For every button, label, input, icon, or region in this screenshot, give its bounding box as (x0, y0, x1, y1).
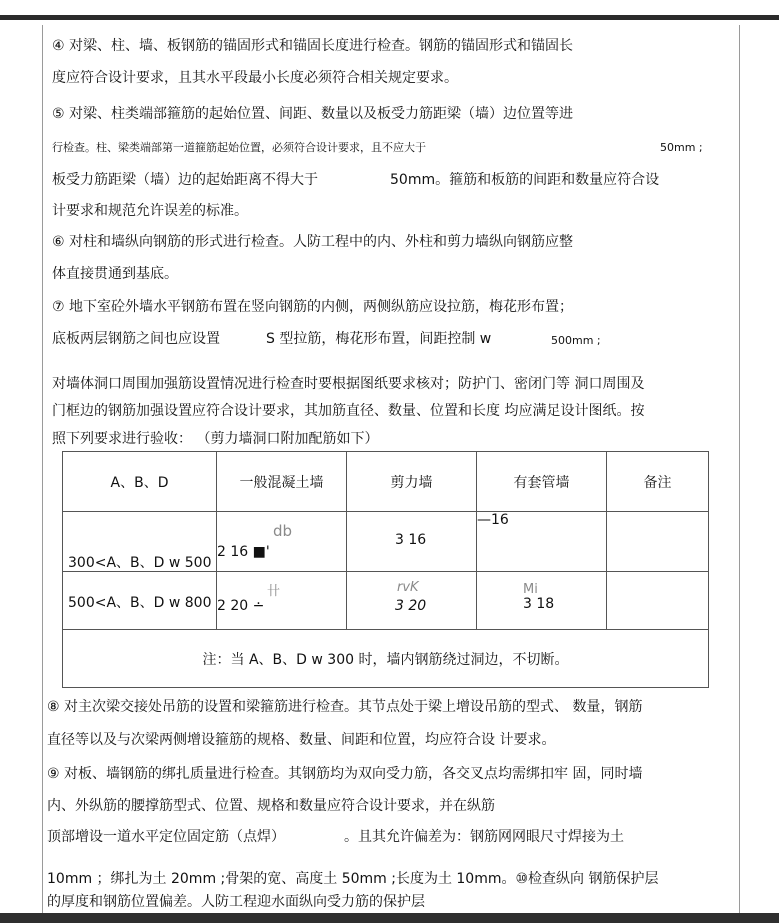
paragraph-7-line-1: ⑦ 地下室砼外墙水平钢筋布置在竖向钢筋的内侧，两侧纵筋应设拉筋，梅花形布置； (52, 299, 573, 315)
header-cell-general-wall: 一般混凝土墙 (217, 452, 347, 512)
row2-shear-mark: rvK (397, 580, 419, 595)
paragraph-4-line-2: 度应符合设计要求，且其水平段最小长度必须符合相关规定要求。 (52, 70, 458, 86)
paragraph-8-line-1: ⑧ 对主次梁交接处吊筋的设置和梁箍筋进行检查。其节点处于梁上增设吊筋的型式、 数量，钢筋 (47, 699, 643, 715)
paragraph-9-line-3: 顶部增设一道水平定位固定筋（点焊） (47, 829, 285, 845)
paragraph-8-line-2: 直径等以及与次梁两侧增设箍筋的规格、数量、间距和位置，均应符合设 计要求。 (47, 732, 556, 748)
hole-paragraph-line-2: 门框边的钢筋加强设置应符合设计要求，其加筋直径、数量、位置和长度 均应满足设计图纸。按 (52, 403, 645, 419)
row1-general-cell (217, 512, 347, 572)
row1-label-cell (63, 512, 217, 572)
paragraph-5-line-3-value: 50mm。箍筋和板筋的间距和数量应符合设 (390, 172, 660, 188)
row1-shear-value: 3 16 (395, 532, 427, 548)
paragraph-9-line-3-b: 。且其允许偏差为：钢筋网网眼尺寸焊接为土 (344, 829, 624, 845)
row2-sleeve-cell (477, 572, 607, 630)
row2-general-mark: 卄 (267, 584, 281, 599)
row2-sleeve-value: 3 18 (523, 596, 555, 612)
left-margin-line (42, 25, 43, 923)
row1-sleeve-value: —16 (477, 512, 509, 528)
paragraph-5-line-4: 计要求和规范允许误差的标准。 (52, 203, 248, 219)
row1-label: 300<A、B、D w 500 (68, 555, 212, 571)
paragraph-6-line-2: 体直接贯通到基底。 (52, 266, 178, 282)
table-header-row (63, 452, 709, 512)
header-cell-sleeve-wall: 有套管墙 (477, 452, 607, 512)
hole-paragraph-line-1: 对墙体洞口周围加强筋设置情况进行检查时要根据图纸要求核对；防护门、密闭门等 洞口周围及 (52, 376, 645, 392)
row2-general-value: 2 20 ∸ (217, 598, 265, 614)
row1-sleeve-cell (477, 512, 607, 572)
paragraph-9-line-4: 10mm ；绑扎为土 20mm ;骨架的宽、高度土 50mm ;长度为土 10mm。⑩检查纵向 钢筋保护层 (47, 871, 659, 887)
header-cell-shear-wall: 剪力墙 (347, 452, 477, 512)
row2-shear-cell (347, 572, 477, 630)
paragraph-7-line-2-value: 500mm ; (551, 334, 601, 347)
table-footnote: 注：当 A、B、D w 300 时，墙内钢筋绕过洞边，不切断。 (63, 630, 709, 688)
right-margin-line (739, 25, 740, 923)
table-row (63, 512, 709, 572)
header-cell-note: 备注 (607, 452, 709, 512)
row1-note-cell (607, 512, 709, 572)
paragraph-4-line-1: ④ 对梁、柱、墙、板钢筋的锚固形式和锚固长度进行检查。钢筋的锚固形式和锚固长 (52, 38, 573, 54)
row2-sleeve-mark: Mi (523, 582, 538, 597)
top-border (0, 0, 779, 20)
paragraph-5-line-3: 板受力筋距梁（墙）边的起始距离不得大于 (52, 172, 318, 188)
hole-paragraph-line-3: 照下列要求进行验收： （剪力墙洞口附加配筋如下） (52, 431, 379, 447)
paragraph-5-line-2-value: 50mm ; (660, 141, 703, 154)
paragraph-9-line-1: ⑨ 对板、墙钢筋的绑扎质量进行检查。其钢筋均为双向受力筋，各交叉点均需绑扣牢 固，同时墙 (47, 766, 643, 782)
row2-label: 500<A、B、D w 800 (68, 595, 212, 611)
table-footnote-row (63, 630, 709, 688)
row1-general-mark: db (273, 522, 293, 540)
paragraph-9-line-5: 的厚度和钢筋位置偏差。人防工程迎水面纵向受力筋的保护层 (47, 894, 425, 910)
row2-note-cell (607, 572, 709, 630)
paragraph-6-line-1: ⑥ 对柱和墙纵向钢筋的形式进行检查。人防工程中的内、外柱和剪力墙纵向钢筋应整 (52, 234, 573, 250)
reinforcement-table (62, 451, 709, 688)
table-row (63, 572, 709, 630)
paragraph-5-line-1: ⑤ 对梁、柱类端部箍筋的起始位置、间距、数量以及板受力筋距梁（墙）边位置等进 (52, 106, 573, 122)
paragraph-7-line-2: 底板两层钢筋之间也应设置 (52, 331, 220, 347)
paragraph-9-line-2: 内、外纵筋的腰撑筋型式、位置、规格和数量应符合设计要求，并在纵筋 (47, 798, 495, 814)
row2-shear-value: 3 20 (395, 598, 427, 614)
row1-shear-cell (347, 512, 477, 572)
row2-general-cell (217, 572, 347, 630)
row2-label-cell (63, 572, 217, 630)
row1-general-value: 2 16 ■' (217, 544, 270, 560)
header-cell-abd: A、B、D (63, 452, 217, 512)
paragraph-5-line-2: 行检查。柱、梁类端部第一道箍筋起始位置，必须符合设计要求，且不应大于 (52, 141, 426, 154)
bottom-border (0, 913, 779, 923)
paragraph-7-line-2-rule: S 型拉筋，梅花形布置，间距控制 w (266, 331, 492, 347)
